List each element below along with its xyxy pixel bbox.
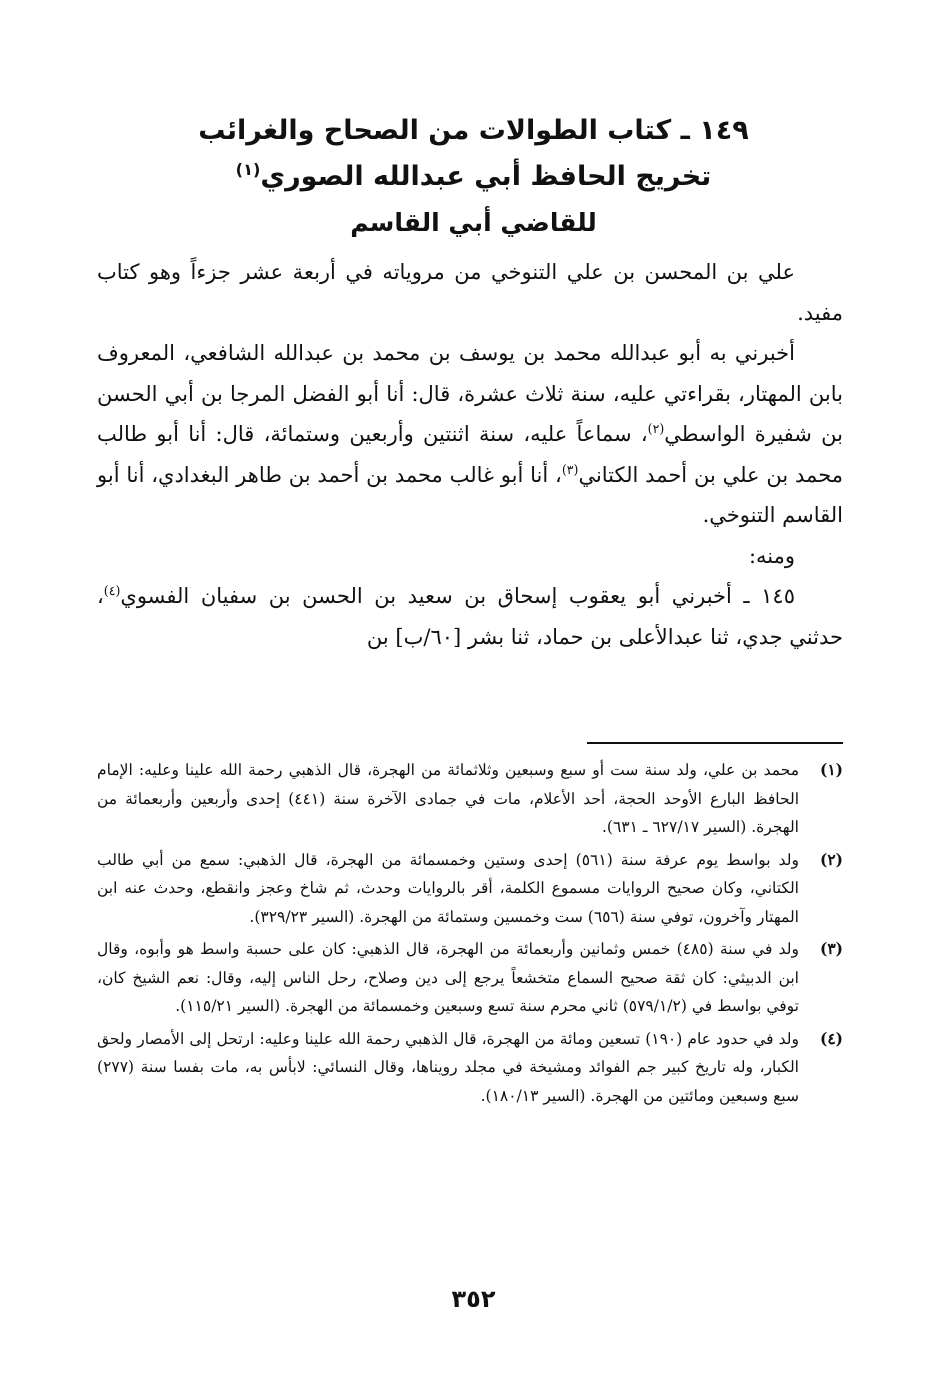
footnote-text: محمد بن علي، ولد سنة ست أو سبع وسبعين وثلاثمائة من الهجرة، قال الذهبي رحمة الله علينا وعليه: الإمام الحافظ البارع الأوحد الحجة، أحد الأعلام، مات في جمادى الآخرة سنة (٤٤١) إحدى وأربعين وأربعمائة من الهجرة. (السير ٦٢٧/١٧ ـ ٦٣١).	[97, 761, 800, 836]
hadith-part-a: ١٤٥ ـ أخبرني أبو يعقوب إسحاق بن سعيد بن الحسن بن سفيان الفسوي	[120, 584, 795, 608]
page-number: ٣٥٢	[451, 1285, 496, 1313]
footnote-ref-4[interactable]: (٤)	[103, 583, 121, 598]
subtitle-text: تخريج الحافظ أبي عبدالله الصوري	[260, 161, 712, 192]
footnote-number: (٤)	[819, 1028, 843, 1048]
footnote-number: (٢)	[819, 849, 843, 869]
footnote-ref-3[interactable]: (٣)	[561, 461, 579, 477]
footnote-3	[97, 935, 843, 1021]
paragraph-isnad	[97, 333, 843, 536]
footnote-number: (٣)	[819, 939, 843, 958]
footnote-4	[97, 1025, 843, 1111]
hadith-part-b: ، حدثني جدي، ثنا عبدالأعلى بن حماد، ثنا بشر [٦٠/ب] بن	[97, 584, 843, 649]
footnote-2	[97, 846, 843, 932]
footnote-text: ولد في سنة (٤٨٥) خمس وثمانين وأربعمائة من الهجرة، قال الذهبي: كان على حسبة واسط هو وأبوه، وقال ابن الدبيثي: كان ثقة صحيح السماع متخشعاً يرجع إلى دين وصلاح، رحل الناس إليه، وقال: نعم الشيخ كان، توفي بواسط في (٥٧٩/١/٢) ثاني محرم سنة تسع وسبعين وخمسمائة من الهجرة. (السير ١١٥/٢١).	[97, 940, 799, 1015]
paragraph-intro: علي بن المحسن بن علي التنوخي من مروياته في أربعة عشر جزءاً وهو كتاب مفيد.	[97, 260, 843, 325]
chapter-subtitle	[150, 154, 797, 200]
paragraph-minhu: ومنه:	[748, 543, 795, 568]
chapter-title: ١٤٩ ـ كتاب الطوالات من الصحاح والغرائب	[198, 115, 749, 146]
isnad-part-a: أخبرني به أبو عبدالله محمد بن يوسف بن محمد بن عبدالله الشافعي، المعروف بابن المهتار، بقراءتي عليه، سنة ثلاث عشرة، قال: أنا أبو الفضل المرجا بن أبي الحسن بن شفيرة الواسطي	[97, 341, 843, 446]
footnote-text: ولد في حدود عام (١٩٠) تسعين ومائة من الهجرة، قال الذهبي رحمة الله علينا وعليه: ارتحل إلى الأمصار ولحق الكبار، وله تاريخ كبير جم الفوائد ومشيخة في مجلد رويناها، وقال النسائي: لابأس به، مات بفسا سنة (٢٧٧) سبع وسبعين ومائتين من الهجرة. (السير ١٨٠/١٣).	[97, 1029, 799, 1105]
isnad-part-c: ، أنا أبو غالب محمد بن أحمد بن طاهر البغدادي، أنا أبو القاسم التنوخي.	[97, 462, 843, 527]
chapter-author-line: للقاضي أبي القاسم	[350, 208, 597, 237]
isnad-part-b: ، سماعاً عليه، سنة اثنتين وأربعين وستمائة، قال: أنا أبو طالب محمد بن علي بن أحمد الكتاني	[97, 422, 844, 487]
footnote-number: (١)	[819, 760, 843, 779]
footnote-divider	[587, 742, 843, 744]
footnotes	[97, 756, 843, 1114]
footnote-ref-2[interactable]: (٢)	[647, 421, 665, 436]
paragraph-hadith-145	[97, 576, 843, 657]
footnote-text: ولد بواسط يوم عرفة سنة (٥٦١) إحدى وستين وخمسمائة من الهجرة، قال الذهبي: سمع من أبي طالب الكتاني، وكان صحيح الروايات مسموع الكلمة، أقر بالروايات وحدث، ثم شاخ وعجز وانقطع، وحدث عنه ابن المهتار وآخرون، توفي سنة (٦٥٦) ست وخمسين وستمائة من الهجرة. (السير ٣٢٩/٢٣).	[97, 850, 799, 926]
footnote-ref-1[interactable]: (١)	[235, 160, 261, 179]
main-text	[97, 252, 843, 657]
footnote-1	[97, 756, 843, 842]
